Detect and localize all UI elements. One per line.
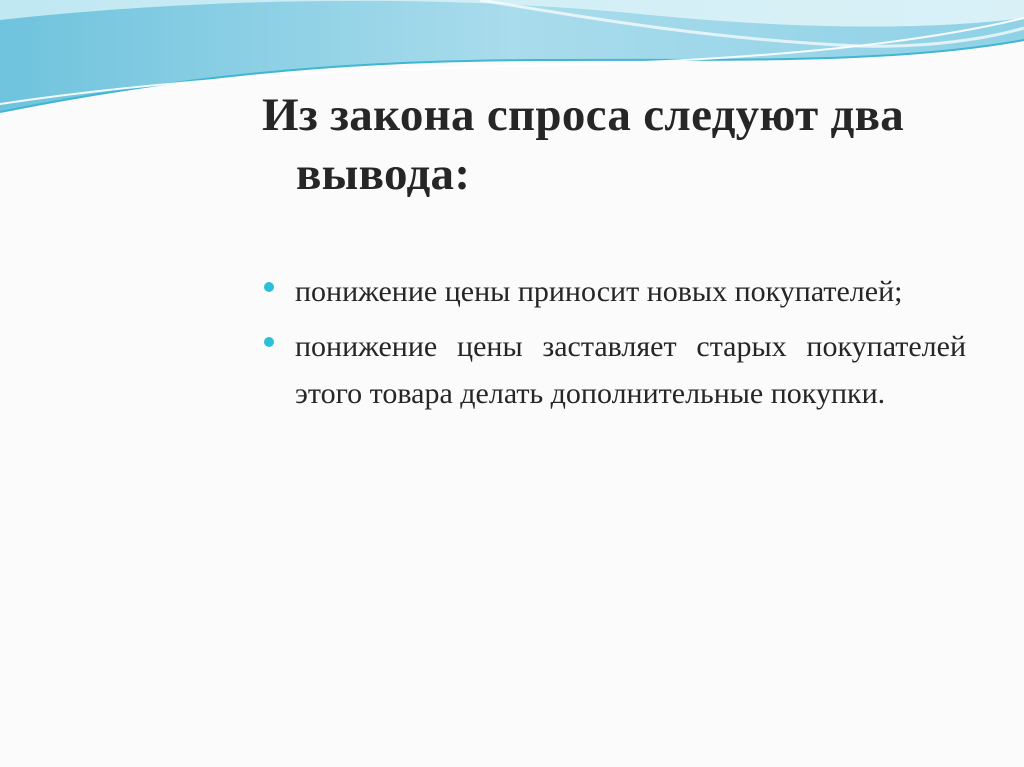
bullet-dot-icon xyxy=(264,337,274,347)
bullet-item xyxy=(262,323,966,417)
bullet-list xyxy=(262,268,966,425)
bullet-item xyxy=(262,268,966,315)
slide-title-line1: Из закона спроса следуют два xyxy=(262,89,905,141)
bullet-text: понижение цены заставляет старых покупателей этого товара делать дополнительные покупки. xyxy=(295,330,966,410)
slide-title xyxy=(262,86,982,204)
slide-title-line2: вывода: xyxy=(296,148,471,200)
bullet-text: понижение цены приносит новых покупателей; xyxy=(295,275,903,308)
bullet-dot-icon xyxy=(264,282,274,292)
